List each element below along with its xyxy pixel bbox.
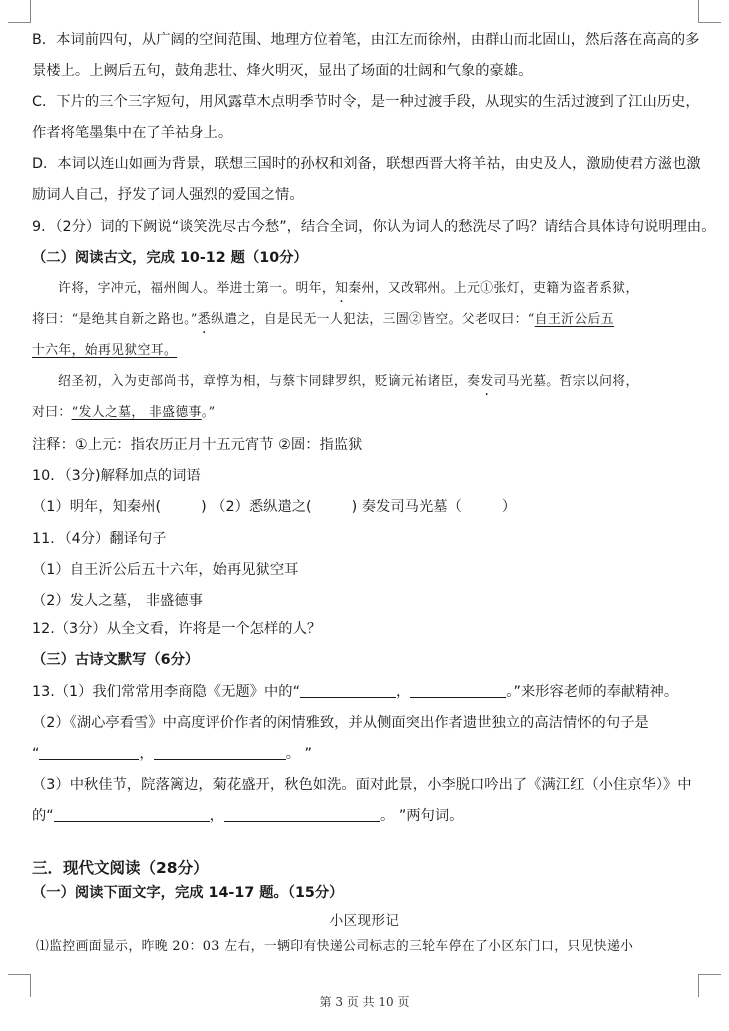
option-b-line1: B．本词前四句，从广阔的空间范围、地理方位着笔，由江左而徐州，由群山而北固山，然后落在高高的多: [32, 32, 700, 48]
dotted-word-xi: 悉: [197, 312, 212, 327]
question-13-part2: （2）《湖心亭看雪》中高度评价作者的闲情雅致，并从侧面突出作者遗世独立的高洁情怀的句子是: [32, 715, 649, 731]
option-b-line2: 景楼上。上阙后五句，鼓角悲壮、烽火明灭，显出了场面的壮阔和气象的豪雄。: [32, 63, 533, 79]
part-3-title: 三．现代文阅读（28分）: [32, 859, 209, 877]
passage-para1-line1: 许将，字冲元，福州闽人。举进士第一。明年，知秦州，又改郓州。上元①张灯，吏籍为盗者系狱，: [58, 281, 639, 296]
question-10-blanks: （1）明年，知秦州( ) （2）悉纵遣之( ) 奏发司马光墓（ ）: [32, 499, 517, 515]
question-12: 12.（3分）从全文看，许将是一个怎样的人？: [32, 621, 322, 637]
question-11-item2: （2）发人之墓， 非盛德事: [32, 593, 203, 609]
modern-reading-subtitle: （一）阅读下面文字，完成 14-17 题。（15分）: [32, 885, 344, 901]
passage-para1-line2: 将曰：“是绝其自新之路也。”悉纵遣之，自是民无一人犯法，三圄②皆空。父老叹曰：“自王沂公后五: [32, 312, 614, 327]
passage-para1-line3: 十六年，始再见狱空耳。: [32, 343, 178, 358]
option-d-line1: D．本词以连山如画为背景，联想三国时的孙权和刘备，联想西晋大将羊祜，由史及人，激励使君方滋也激: [32, 156, 701, 172]
answer-blank[interactable]: [224, 807, 380, 822]
annotation-notes: 注释：①上元：指农历正月十五元宵节 ②圄：指监狱: [32, 437, 363, 453]
dotted-word-fa: 发: [480, 374, 494, 389]
crop-mark-top-right: [698, 0, 721, 23]
crop-mark-top-left: [8, 0, 31, 23]
page-footer: 第 3 页 共 10 页: [319, 995, 410, 1009]
option-c-line2: 作者将笔墨集中在了羊祜身上。: [32, 125, 233, 141]
passage-para2-line2: 对曰：“发人之墓， 非盛德事。”: [32, 405, 216, 420]
question-9: 9．（2分）词的下阙说“谈笑洗尽古今愁”，结合全词，你认为词人的愁洗尽了吗？请结合具体诗句说明理由。: [32, 219, 716, 235]
option-c-line1: C．下片的三个三字短句，用风露草木点明季节时令，是一种过渡手段，从现实的生活过渡到了江山历史，: [32, 94, 700, 110]
section-classical-reading-title: （二）阅读古文，完成 10-12 题（10分）: [32, 250, 308, 266]
answer-blank[interactable]: [300, 683, 396, 698]
dotted-word-zhi: 知: [335, 281, 349, 296]
question-11-item1: （1）自王沂公后五十六年，始再见狱空耳: [32, 562, 299, 578]
question-13-part2-blanks: “ ， 。 ”: [32, 746, 312, 762]
option-d-line2: 励词人自己，抒发了词人强烈的爱国之情。: [32, 187, 304, 203]
question-13-part3-blanks: 的“ ， 。 ”两句词。: [32, 808, 464, 824]
question-11: 11．（4分）翻译句子: [32, 531, 167, 547]
answer-blank[interactable]: [410, 683, 506, 698]
story-title: 小区现形记: [329, 913, 400, 929]
story-paragraph-1: ⑴监控画面显示，昨晚 20：03 左右，一辆印有快递公司标志的三轮车停在了小区东门口，只见快递小: [36, 939, 634, 954]
section-recitation-title: （三）古诗文默写（6分）: [32, 652, 200, 668]
answer-blank[interactable]: [39, 745, 139, 760]
question-10: 10．（3分)解释加点的词语: [32, 468, 201, 484]
answer-blank[interactable]: [54, 807, 210, 822]
passage-para2-line1: 绍圣初，入为吏部尚书，章惇为相，与蔡卞同肆罗织，贬谪元祐诸臣，奏发司马光墓。哲宗以问将，: [58, 374, 639, 389]
question-13-part1: 13.（1）我们常常用李商隐《无题》中的“ ， 。”来形容老师的奉献精神。: [32, 684, 679, 700]
question-13-part3: （3）中秋佳节，院落篱边，菊花盛开，秋色如洗。面对此景，小李脱口吟出了《满江红（小住京华）》中: [32, 777, 692, 793]
answer-blank[interactable]: [154, 745, 286, 760]
